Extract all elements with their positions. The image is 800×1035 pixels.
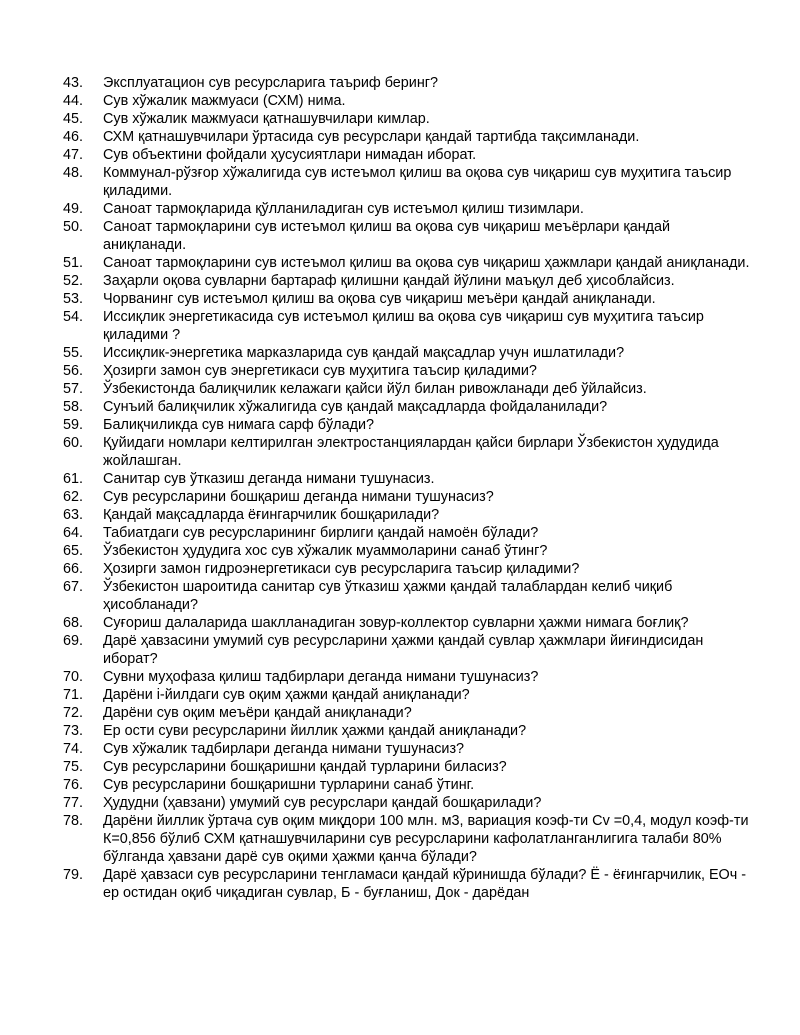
question-item xyxy=(63,578,753,614)
question-item xyxy=(63,110,753,128)
question-text: Сунъий балиқчилик хўжалигида сув қандай мақсадларда фойдаланилади? xyxy=(103,399,608,415)
question-text: Саноат тармоқларида қўлланиладиган сув истеъмол қилиш тизимлари. xyxy=(103,201,584,217)
question-item xyxy=(63,74,753,92)
question-text: Иссиқлик энергетикасида сув истеъмол қилиш ва оқова сув чиқариш сув муҳитига таъсир қиладими ? xyxy=(103,309,704,343)
question-text: Саноат тармоқларини сув истеъмол қилиш ва оқова сув чиқариш меъёрлари қандай аниқланади. xyxy=(103,219,671,253)
question-number: 64. xyxy=(63,525,84,541)
question-item xyxy=(63,398,753,416)
question-text: Табиатдаги сув ресурсларининг бирлиги қандай намоён бўлади? xyxy=(103,525,539,541)
question-text: Ўзбекистон шароитида санитар сув ўтказиш ҳажми қандай талаблардан келиб чиқиб ҳисобланади? xyxy=(103,579,673,613)
question-number: 63. xyxy=(63,507,84,523)
question-text: Ҳудудни (ҳавзани) умумий сув ресурслари қандай бошқарилади? xyxy=(103,795,542,811)
question-text: Дарё ҳавзасини умумий сув ресурсларини ҳажми қандай сувлар ҳажмлари йиғиндисидан иборат? xyxy=(103,633,704,667)
question-text: Дарёни сув оқим меъёри қандай аниқланади? xyxy=(103,705,412,721)
question-number: 43. xyxy=(63,75,84,91)
question-number: 79. xyxy=(63,867,84,883)
question-number: 54. xyxy=(63,309,84,325)
question-number: 76. xyxy=(63,777,84,793)
question-number: 45. xyxy=(63,111,84,127)
question-number: 49. xyxy=(63,201,84,217)
question-item xyxy=(63,632,753,668)
question-item xyxy=(63,344,753,362)
question-item xyxy=(63,470,753,488)
question-number: 53. xyxy=(63,291,84,307)
question-text: Сув объектини фойдали ҳусусиятлари нимадан иборат. xyxy=(103,147,477,163)
question-number: 50. xyxy=(63,219,84,235)
question-number: 78. xyxy=(63,813,84,829)
question-text: Сув хўжалик мажмуаси қатнашувчилари кимлар. xyxy=(103,111,430,127)
question-number: 68. xyxy=(63,615,84,631)
question-item xyxy=(63,488,753,506)
question-number: 60. xyxy=(63,435,84,451)
question-number: 58. xyxy=(63,399,84,415)
question-number: 73. xyxy=(63,723,84,739)
question-text: Санитар сув ўтказиш деганда нимани тушунасиз. xyxy=(103,471,435,487)
question-item xyxy=(63,722,753,740)
question-text: Сув ресурсларини бошқаришни турларини санаб ўтинг. xyxy=(103,777,475,793)
question-text: Дарё ҳавзаси сув ресурсларини тенгламаси қандай кўринишда бўлади? Ё - ёғингарчилик, ЕОч - ер остидан оқиб чиқадиган сувлар, Б - буғланиш, Док - дарёдан xyxy=(103,867,747,901)
question-text: Ҳозирги замон гидроэнергетикаси сув ресурсларига таъсир қиладими? xyxy=(103,561,580,577)
question-number: 61. xyxy=(63,471,84,487)
question-item xyxy=(63,524,753,542)
question-item xyxy=(63,416,753,434)
question-text: Ҳозирги замон сув энергетикаси сув муҳитига таъсир қиладими? xyxy=(103,363,537,379)
question-item xyxy=(63,560,753,578)
question-text: Сув хўжалик мажмуаси (СХМ) нима. xyxy=(103,93,346,109)
question-item xyxy=(63,200,753,218)
question-number: 70. xyxy=(63,669,84,685)
question-number: 46. xyxy=(63,129,84,145)
question-text: Дарёни i-йилдаги сув оқим ҳажми қандай аниқланади? xyxy=(103,687,470,703)
question-number: 72. xyxy=(63,705,84,721)
question-number: 44. xyxy=(63,93,84,109)
question-item xyxy=(63,812,753,866)
question-text: Қуйидаги номлари келтирилган электростанциялардан қайси бирлари Ўзбекистон ҳудудида жойлашган. xyxy=(103,435,719,469)
question-text: Дарёни йиллик ўртача сув оқим миқдори 100 млн. м3, вариация коэф-ти Cv =0,4, модул коэф-ти К=0,856 бўлиб СХМ қатнашувчиларини сув ресурсларини кафолатланганлигига талаби 80% бўлганда ҳавзани дарё сув оқими ҳажми қанча бўлади? xyxy=(103,813,749,865)
question-item xyxy=(63,866,753,902)
question-text: СХМ қатнашувчилари ўртасида сув ресурслари қандай тартибда тақсимланади. xyxy=(103,129,640,145)
question-item xyxy=(63,506,753,524)
question-item xyxy=(63,776,753,794)
question-number: 56. xyxy=(63,363,84,379)
question-text: Иссиқлик-энергетика марказларида сув қандай мақсадлар учун ишлатилади? xyxy=(103,345,625,361)
question-number: 55. xyxy=(63,345,84,361)
question-item xyxy=(63,362,753,380)
question-number: 66. xyxy=(63,561,84,577)
question-text: Балиқчиликда сув нимага сарф бўлади? xyxy=(103,417,375,433)
question-number: 71. xyxy=(63,687,84,703)
question-item xyxy=(63,164,753,200)
question-item xyxy=(63,308,753,344)
question-item xyxy=(63,794,753,812)
question-item xyxy=(63,146,753,164)
question-number: 47. xyxy=(63,147,84,163)
question-item xyxy=(63,434,753,470)
question-number: 57. xyxy=(63,381,84,397)
question-item xyxy=(63,686,753,704)
question-number: 59. xyxy=(63,417,84,433)
question-text: Саноат тармоқларини сув истеъмол қилиш ва оқова сув чиқариш ҳажмлари қандай аниқланади. xyxy=(103,255,750,271)
question-text: Эксплуатацион сув ресурсларига таъриф беринг? xyxy=(103,75,439,91)
question-text: Қандай мақсадларда ёғингарчилик бошқарилади? xyxy=(103,507,440,523)
question-item xyxy=(63,380,753,398)
question-item xyxy=(63,92,753,110)
question-number: 51. xyxy=(63,255,84,271)
question-number: 69. xyxy=(63,633,84,649)
question-item xyxy=(63,614,753,632)
question-text: Сув ресурсларини бошқаришни қандай турларини биласиз? xyxy=(103,759,507,775)
question-item xyxy=(63,758,753,776)
question-number: 48. xyxy=(63,165,84,181)
question-text: Сувни муҳофаза қилиш тадбирлари деганда нимани тушунасиз? xyxy=(103,669,539,685)
question-item xyxy=(63,128,753,146)
question-text: Заҳарли оқова сувларни бартараф қилишни қандай йўлини маъқул деб ҳисоблайсиз. xyxy=(103,273,675,289)
question-list xyxy=(63,74,753,902)
question-text: Ер ости суви ресурсларини йиллик ҳажми қандай аниқланади? xyxy=(103,723,527,739)
question-text: Сув ресурсларини бошқариш деганда нимани тушунасиз? xyxy=(103,489,494,505)
question-text: Ўзбекистонда балиқчилик келажаги қайси йўл билан ривожланади деб ўйлайсиз. xyxy=(103,381,647,397)
question-text: Ўзбекистон ҳудудига хос сув хўжалик муаммоларини санаб ўтинг? xyxy=(103,543,548,559)
question-text: Суғориш далаларида шаклланадиган зовур-коллектор сувларни ҳажми нимага боғлиқ? xyxy=(103,615,689,631)
question-text: Чорванинг сув истеъмол қилиш ва оқова сув чиқариш меъёри қандай аниқланади. xyxy=(103,291,656,307)
question-number: 65. xyxy=(63,543,84,559)
question-item xyxy=(63,740,753,758)
question-number: 62. xyxy=(63,489,84,505)
question-text: Коммунал-рўзғор хўжалигида сув истеъмол қилиш ва оқова сув чиқариш сув муҳитига таъсир қиладими. xyxy=(103,165,732,199)
question-item xyxy=(63,290,753,308)
question-item xyxy=(63,254,753,272)
question-item xyxy=(63,704,753,722)
question-item xyxy=(63,542,753,560)
question-item xyxy=(63,668,753,686)
question-number: 75. xyxy=(63,759,84,775)
question-number: 67. xyxy=(63,579,84,595)
question-item xyxy=(63,272,753,290)
question-number: 52. xyxy=(63,273,84,289)
question-item xyxy=(63,218,753,254)
question-text: Сув хўжалик тадбирлари деганда нимани тушунасиз? xyxy=(103,741,465,757)
question-number: 77. xyxy=(63,795,84,811)
question-number: 74. xyxy=(63,741,84,757)
